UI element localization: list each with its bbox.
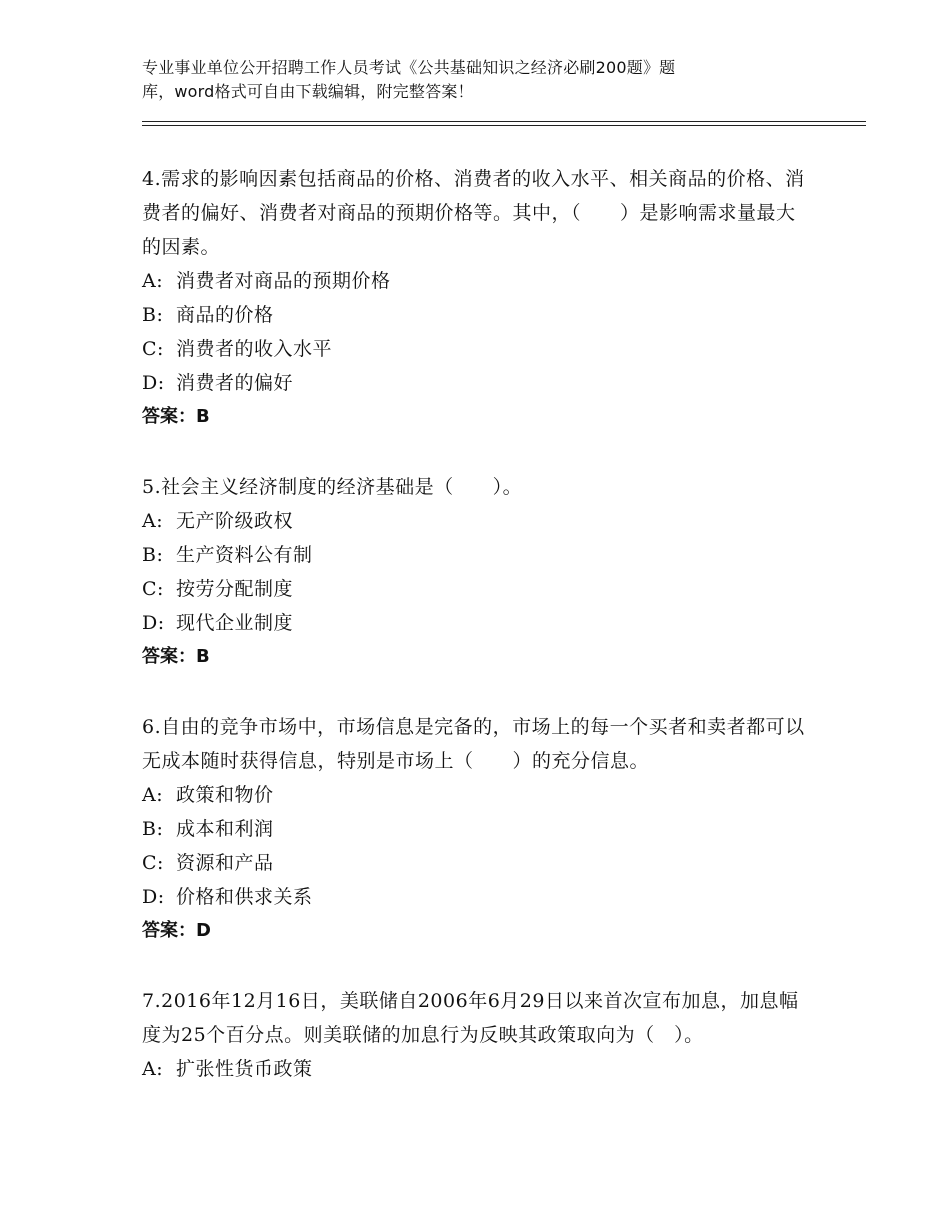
spacer bbox=[142, 434, 810, 470]
header-title-line-1: 专业事业单位公开招聘工作人员考试《公共基础知识之经济必刷200题》题 bbox=[142, 58, 676, 77]
header-title-line-2: 库，word格式可自由下载编辑，附完整答案！ bbox=[142, 82, 474, 101]
option-text: 商品的价格 bbox=[176, 304, 274, 326]
option-key: A: bbox=[142, 1058, 164, 1080]
option-key: B: bbox=[142, 818, 164, 840]
option-d bbox=[142, 606, 810, 640]
question-text: 5.社会主义经济制度的经济基础是（ ）。 bbox=[142, 476, 523, 498]
option-d bbox=[142, 880, 810, 914]
option-a bbox=[142, 264, 810, 298]
option-key: C: bbox=[142, 852, 164, 874]
spacer bbox=[142, 948, 810, 984]
option-c bbox=[142, 572, 810, 606]
answer-label: 答案：D bbox=[142, 920, 211, 941]
question-text: 7.2016年12月16日，美联储自2006年6月29日以来首次宣布加息，加息幅度为25个百分点。则美联储的加息行为反映其政策取向为（ ）。 bbox=[142, 990, 799, 1046]
option-text: 生产资料公有制 bbox=[176, 544, 313, 566]
option-text: 政策和物价 bbox=[176, 784, 274, 806]
option-key: C: bbox=[142, 338, 164, 360]
option-a bbox=[142, 1052, 810, 1086]
question-7 bbox=[142, 984, 810, 1086]
question-text: 6.自由的竞争市场中，市场信息是完备的，市场上的每一个买者和卖者都可以无成本随时获得信息，特别是市场上（ ）的充分信息。 bbox=[142, 716, 805, 772]
question-4 bbox=[142, 162, 810, 434]
option-text: 按劳分配制度 bbox=[176, 578, 294, 600]
option-text: 消费者的收入水平 bbox=[176, 338, 333, 360]
option-text: 现代企业制度 bbox=[176, 612, 294, 634]
option-text: 资源和产品 bbox=[176, 852, 274, 874]
option-key: D: bbox=[142, 612, 165, 634]
option-d bbox=[142, 366, 810, 400]
option-text: 消费者对商品的预期价格 bbox=[176, 270, 391, 292]
document-header bbox=[142, 56, 762, 104]
option-text: 成本和利润 bbox=[176, 818, 274, 840]
option-b bbox=[142, 812, 810, 846]
option-key: B: bbox=[142, 544, 164, 566]
answer-label: 答案：B bbox=[142, 646, 210, 667]
option-text: 消费者的偏好 bbox=[176, 372, 294, 394]
option-key: A: bbox=[142, 510, 164, 532]
option-text: 扩张性货币政策 bbox=[176, 1058, 313, 1080]
question-list bbox=[142, 162, 810, 1086]
header-divider bbox=[142, 121, 866, 126]
option-text: 价格和供求关系 bbox=[176, 886, 313, 908]
question-6 bbox=[142, 710, 810, 948]
option-key: A: bbox=[142, 270, 164, 292]
option-a bbox=[142, 778, 810, 812]
spacer bbox=[142, 674, 810, 710]
option-key: A: bbox=[142, 784, 164, 806]
option-key: B: bbox=[142, 304, 164, 326]
option-c bbox=[142, 332, 810, 366]
answer-label: 答案：B bbox=[142, 406, 210, 427]
option-key: D: bbox=[142, 886, 165, 908]
question-text: 4.需求的影响因素包括商品的价格、消费者的收入水平、相关商品的价格、消费者的偏好、消费者对商品的预期价格等。其中，（ ）是影响需求量最大的因素。 bbox=[142, 168, 805, 258]
option-a bbox=[142, 504, 810, 538]
option-c bbox=[142, 846, 810, 880]
option-text: 无产阶级政权 bbox=[176, 510, 294, 532]
option-b bbox=[142, 538, 810, 572]
option-key: C: bbox=[142, 578, 164, 600]
question-5 bbox=[142, 470, 810, 674]
option-key: D: bbox=[142, 372, 165, 394]
option-b bbox=[142, 298, 810, 332]
